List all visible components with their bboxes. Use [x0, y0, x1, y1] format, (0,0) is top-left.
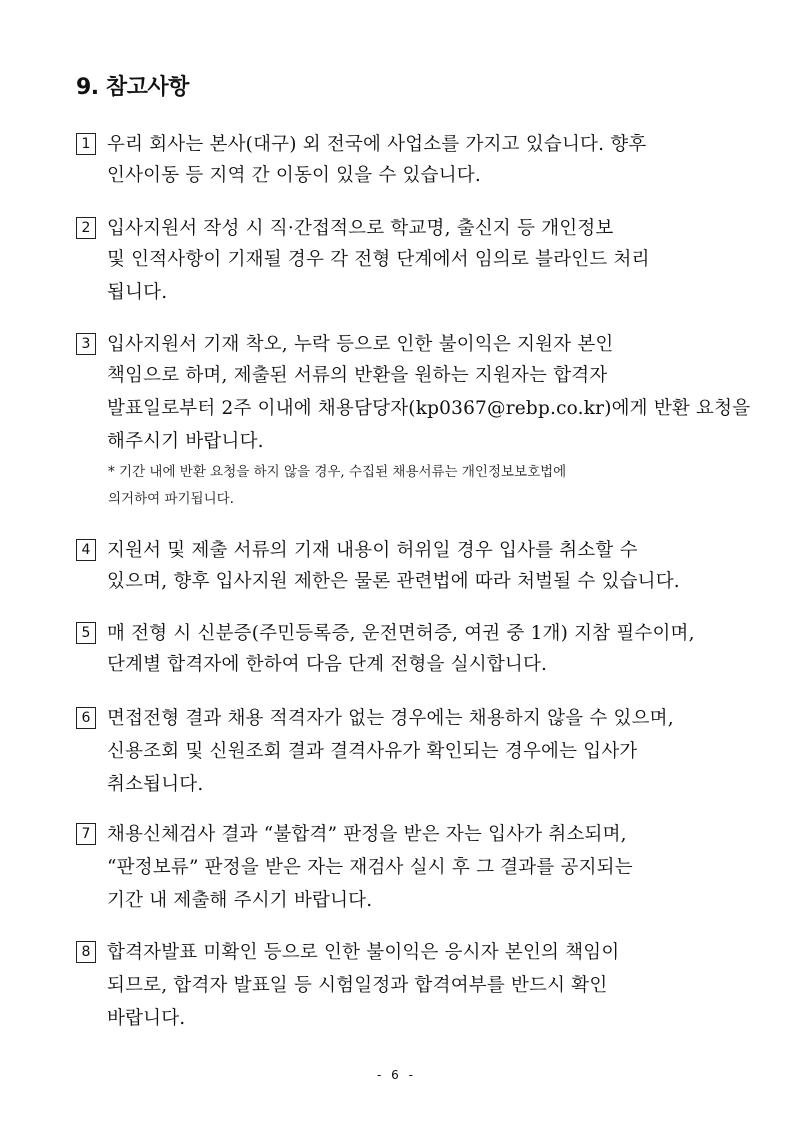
item-number-box: 4 [76, 539, 96, 561]
item-text-line: 신용조회 및 신원조회 결과 결격사유가 확인되는 경우에는 입사가 [107, 741, 638, 762]
item-text-line: 입사지원서 작성 시 직·간접적으로 학교명, 출신지 등 개인정보 [107, 218, 614, 239]
item-text-line: 합격자발표 미확인 등으로 인한 불이익은 응시자 본인의 책임이 [107, 942, 620, 963]
note-line: * 기간 내에 반환 요청을 하지 않을 경우, 수집된 채용서류는 개인정보보호법에 [108, 464, 567, 480]
item-text-line: 면접전형 결과 채용 적격자가 없는 경우에는 채용하지 않을 수 있으며, [107, 708, 674, 729]
item-number-box: 8 [76, 941, 96, 963]
item-text-line: 입사지원서 기재 착오, 누락 등으로 인한 불이익은 지원자 본인 [107, 334, 614, 355]
item-text-line: 바랍니다. [107, 1008, 186, 1029]
note-line: 의거하여 파기됩니다. [108, 491, 234, 507]
list-item-4 [76, 536, 721, 596]
list-item-3 [76, 330, 751, 455]
item-number-box: 2 [76, 217, 96, 239]
item-text-line: “판정보류” 판정을 받은 자는 재검사 실시 후 그 결과를 공지되는 [107, 857, 633, 878]
item-text-line: 되므로, 합격자 발표일 등 시험일정과 합격여부를 반드시 확인 [107, 975, 608, 996]
item-text-line: 책임으로 하며, 제출된 서류의 반환을 원하는 지원자는 합격자 [107, 365, 608, 386]
item-text-line: 기간 내 제출해 주시기 바랍니다. [107, 890, 373, 911]
list-item-1 [76, 130, 721, 190]
item-text-line: 단계별 합격자에 한하여 다음 단계 전형을 실시합니다. [107, 654, 548, 675]
list-item-7 [76, 820, 721, 915]
item-text-line: 발표일로부터 2주 이내에 채용담당자(kp0367@rebp.co.kr)에게 반환 요청을 [107, 398, 751, 419]
item-text-line: 채용신체검사 결과 “불합격” 판정을 받은 자는 입사가 취소되며, [107, 824, 627, 845]
item-text-line: 됩니다. [107, 282, 168, 303]
list-item-2 [76, 214, 721, 309]
list-item-6 [76, 704, 721, 799]
item-number-box: 3 [76, 333, 96, 355]
list-item-5 [76, 619, 721, 679]
item-text-line: 및 인적사항이 기재될 경우 각 전형 단계에서 임의로 블라인드 처리 [107, 249, 650, 270]
section-title: 9. 참고사항 [76, 75, 189, 100]
page-number: - 6 - [377, 1068, 416, 1082]
item-text-line: 우리 회사는 본사(대구) 외 전국에 사업소를 가지고 있습니다. 향후 [107, 134, 647, 155]
item-number-box: 1 [76, 133, 96, 155]
item-number-box: 7 [76, 823, 96, 845]
item-text-line: 취소됩니다. [107, 774, 204, 795]
item-text-line: 매 전형 시 신분증(주민등록증, 운전면허증, 여권 중 1개) 지참 필수이며, [107, 623, 695, 644]
item-number-box: 5 [76, 622, 96, 644]
item-number-box: 6 [76, 707, 96, 729]
item-text-line: 지원서 및 제출 서류의 기재 내용이 허위일 경우 입사를 취소할 수 [107, 540, 638, 561]
list-item-8 [76, 938, 721, 1033]
item-text-line: 해주시기 바랍니다. [107, 431, 264, 452]
item-text-line: 있으며, 향후 입사지원 제한은 물론 관련법에 따라 처벌될 수 있습니다. [107, 571, 680, 592]
item-text-line: 인사이동 등 지역 간 이동이 있을 수 있습니다. [107, 165, 481, 186]
